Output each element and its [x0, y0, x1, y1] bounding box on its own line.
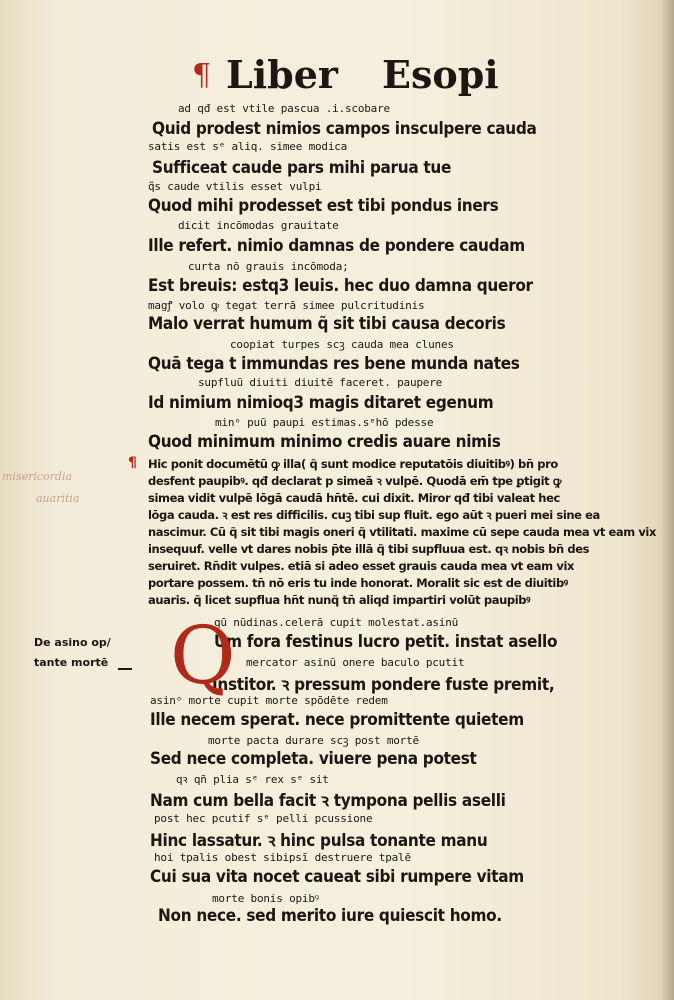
verse-line: Institor. ꝛ pressum pondere fuste premit, [212, 675, 555, 695]
commentary-line: nascimur. Cū q̃ sit tibi magis oneri q̃ vtilitati. maxime cū sepe cauda mea vt eam vix [148, 525, 656, 539]
verse-line: Ille necem sperat. nece promittente quietem [150, 710, 524, 730]
gloss-line: asinᵒ morte cupit morte spōdēte redem [150, 694, 388, 707]
verse-line: Cui sua vita nocet caueat sibi rumpere vitam [150, 867, 524, 887]
pilcrow-mark: ¶ [192, 58, 212, 93]
title-word-liber: Liber [226, 52, 338, 97]
verse-line: Sufficeat caude pars mihi parua tue [152, 158, 452, 178]
gloss-line: morte pacta durare scꝫ post mortē [208, 734, 419, 747]
commentary-line: auaris. q̃ licet supflua hn̄t nunq̃ tn̄ aliqd impartiri volūt paupibꝰ [148, 593, 531, 607]
verse-line: Est breuis: estq3 leuis. hec duo damna queror [148, 276, 533, 296]
verse-line: Hinc lassatur. ꝛ hinc pulsa tonante manu [150, 831, 488, 851]
gloss-line: ad qđ est vtile pascua .i.scobare [178, 102, 390, 115]
verse-line: Um fora festinus lucro petit. instat asello [214, 632, 558, 652]
gloss-line: qꝛ qñ plia sᵉ rex sᵉ sit [176, 773, 329, 786]
title-word-esopi: Esopi [382, 52, 499, 97]
verse-line: Id nimium nimioq3 magis ditaret egenum [148, 393, 494, 413]
gloss-line: satis est sᵉ aliq. simee modica [148, 140, 348, 153]
commentary-line: insequuf. velle vt dares nobis p̄te illā q̃ tibi supfluua est. qꝛ nobis bn̄ des [148, 542, 590, 556]
commentary-line: seruiret. Rn̄dit vulpes. etiā si adeo esset grauis cauda mea vt eam vix [148, 559, 575, 573]
gloss-line: hoi tpalis obest sibipsī destruere tpalē [154, 851, 411, 864]
commentary-line: Hic ponit documētū ꝙ illa( q̃ sunt modice reputatōis diuitibꝰ) bn̄ pro [148, 457, 558, 471]
margin-heading-line1: De asino op/ [34, 636, 111, 649]
commentary-line: lōga cauda. ꝛ est res difficilis. cuꝫ tibi sup fluit. ego aūt ꝛ pueri mei sine ea [148, 508, 600, 522]
gloss-line: mercator asinū onere baculo pcutit [246, 656, 465, 669]
verse-line: Malo verrat humum q̃ sit tibi causa decoris [148, 314, 506, 334]
gloss-line: magꝭ volo ꝙ tegat terrā simee pulcritudinis [148, 299, 425, 312]
gloss-line: post hec pcutif sᵉ pelli pcussione [154, 812, 373, 825]
verse-line: Ille refert. nimio damnas de pondere caudam [148, 236, 525, 256]
faded-margin-note-2: auaritia [36, 492, 80, 505]
gloss-line: supfluū diuiti diuitē faceret. paupere [198, 376, 443, 389]
verse-line: Quid prodest nimios campos insculpere cauda [152, 119, 537, 139]
gloss-line: dicit incōmodas grauitate [178, 219, 339, 232]
commentary-line: simea vidit vulpē lōgā caudā hn̄tē. cui dixit. Miror qđ tibi valeat hec [148, 491, 560, 505]
gloss-line: curta nō grauis incōmoda; [188, 260, 349, 273]
verse-line: Quod mihi prodesset est tibi pondus iners [148, 196, 499, 216]
margin-heading-line2: tante mortē [34, 656, 109, 669]
commentary-line: portare possem. tn̄ nō eris tu inde honorat. Moralit sic est de diuitibꝰ [148, 576, 568, 590]
verse-line: Nam cum bella facit ꝛ tympona pellis aselli [150, 791, 506, 811]
verse-line: Quod minimum minimo credis auare nimis [148, 432, 501, 452]
gloss-line: q̃s caude vtilis esset vulpi [148, 180, 322, 193]
commentary-line: desfent paupibꝰ. qđ declarat p simeā ꝛ vulpē. Quodā em̄ tpe ꝑtigit ꝙ [148, 474, 562, 488]
gloss-line: morte bonis opibꝰ [212, 892, 319, 905]
page-title [192, 52, 522, 102]
gloss-line: qū nūdinas.celerā cupit molestat.asinū [214, 616, 459, 629]
verse-line: Quā tega t immundas res bene munda nates [148, 354, 520, 374]
faded-margin-note-1: misericordia [2, 470, 73, 483]
gloss-line: minᵒ puū paupi estimas.sᵉhō pdesse [215, 416, 434, 429]
verse-line: Sed nece completa. viuere pena potest [150, 749, 477, 769]
margin-bracket [118, 662, 132, 670]
commentary-pilcrow: ¶ [128, 455, 137, 471]
page-edge-shadow [660, 0, 674, 1000]
red-initial-q: Q [170, 609, 236, 702]
verse-line: Non nece. sed merito iure quiescit homo. [158, 906, 502, 926]
gloss-line: coopiat turpes scꝫ cauda mea clunes [230, 338, 454, 351]
